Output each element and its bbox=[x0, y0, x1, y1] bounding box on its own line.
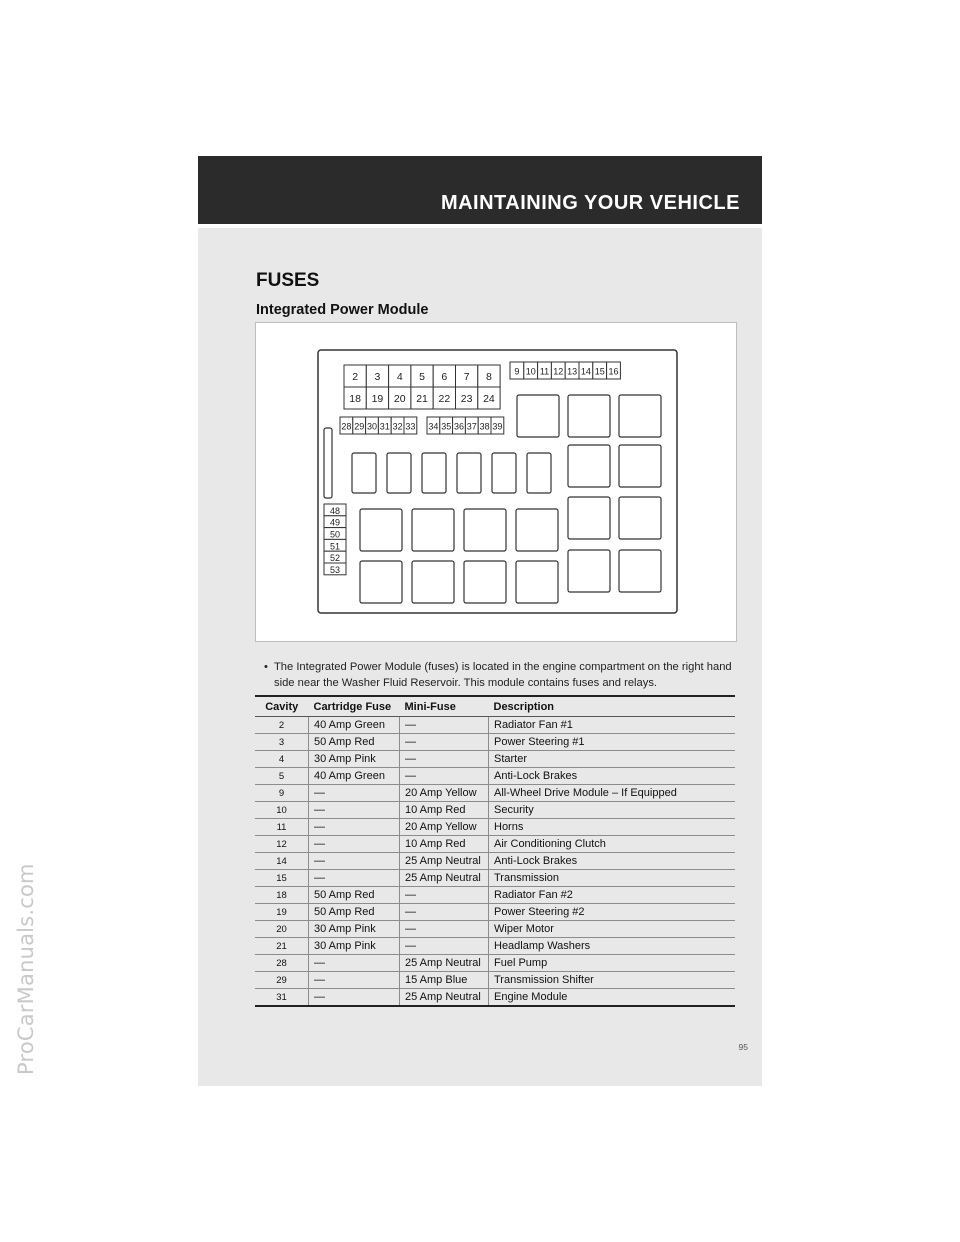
relay-box bbox=[568, 445, 610, 487]
cell-cartridge-fuse: 30 Amp Pink bbox=[309, 921, 400, 938]
table-row bbox=[255, 717, 735, 734]
cell-cavity: 9 bbox=[255, 785, 309, 802]
cell-cartridge-fuse: — bbox=[309, 802, 400, 819]
cell-cartridge-fuse: — bbox=[309, 989, 400, 1007]
table-row bbox=[255, 904, 735, 921]
fuse-cavity-number: 13 bbox=[567, 366, 578, 377]
relay-box bbox=[422, 453, 446, 493]
relay-box bbox=[619, 550, 661, 592]
cell-description: Headlamp Washers bbox=[489, 938, 736, 955]
relay-box bbox=[360, 509, 402, 551]
cell-mini-fuse: 25 Amp Neutral bbox=[400, 870, 489, 887]
relay-box bbox=[516, 561, 558, 603]
cell-description: Security bbox=[489, 802, 736, 819]
table-row bbox=[255, 972, 735, 989]
relay-box bbox=[516, 509, 558, 551]
fuse-cavity-number: 37 bbox=[466, 421, 477, 432]
header-rule bbox=[198, 224, 762, 228]
relay-box bbox=[457, 453, 481, 493]
cell-description: Horns bbox=[489, 819, 736, 836]
fuse-cavity-number: 8 bbox=[486, 371, 492, 383]
table-row bbox=[255, 802, 735, 819]
relay-box bbox=[568, 497, 610, 539]
relay-box bbox=[387, 453, 411, 493]
relay-box bbox=[517, 395, 559, 437]
fuse-table bbox=[255, 695, 735, 1007]
fuse-cavity-number: 23 bbox=[460, 393, 473, 405]
fuse-cavity-number: 12 bbox=[553, 366, 564, 377]
cell-description: Transmission Shifter bbox=[489, 972, 736, 989]
fuse-cavity-number: 32 bbox=[392, 421, 403, 432]
cell-mini-fuse: — bbox=[400, 887, 489, 904]
cell-cartridge-fuse: — bbox=[309, 836, 400, 853]
cell-cavity: 19 bbox=[255, 904, 309, 921]
cell-mini-fuse: — bbox=[400, 938, 489, 955]
header-mini-fuse: Mini-Fuse bbox=[400, 696, 489, 717]
table-header-row bbox=[255, 696, 735, 717]
fuse-cavity-number: 18 bbox=[349, 393, 361, 405]
fuse-cavity-number: 39 bbox=[492, 421, 503, 432]
fuse-cavity-number: 3 bbox=[374, 371, 381, 383]
relay-box bbox=[527, 453, 551, 493]
cell-cartridge-fuse: 30 Amp Pink bbox=[309, 938, 400, 955]
fuse-cavity-number: 28 bbox=[341, 421, 352, 432]
cell-mini-fuse: — bbox=[400, 921, 489, 938]
fuse-cavity-number: 20 bbox=[393, 393, 406, 405]
cell-description: Air Conditioning Clutch bbox=[489, 836, 736, 853]
cell-mini-fuse: 15 Amp Blue bbox=[400, 972, 489, 989]
cell-cartridge-fuse: — bbox=[309, 853, 400, 870]
cell-description: Engine Module bbox=[489, 989, 736, 1007]
fuse-cavity-number: 16 bbox=[608, 366, 619, 377]
vertical-slot bbox=[324, 428, 332, 498]
relay-box bbox=[412, 509, 454, 551]
relay-box bbox=[412, 561, 454, 603]
fuse-cavity-number: 5 bbox=[419, 371, 425, 383]
cell-mini-fuse: 20 Amp Yellow bbox=[400, 785, 489, 802]
section-title: FUSES bbox=[256, 270, 320, 291]
cell-description: Radiator Fan #1 bbox=[489, 717, 736, 734]
fuse-cavity-number: 53 bbox=[329, 564, 341, 575]
table-row bbox=[255, 734, 735, 751]
fuse-cavity-number: 38 bbox=[479, 421, 490, 432]
relay-box bbox=[492, 453, 516, 493]
relay-box bbox=[619, 497, 661, 539]
cell-cartridge-fuse: — bbox=[309, 972, 400, 989]
cell-cavity: 5 bbox=[255, 768, 309, 785]
cell-description: Power Steering #2 bbox=[489, 904, 736, 921]
table-row bbox=[255, 989, 735, 1007]
cell-cavity: 12 bbox=[255, 836, 309, 853]
relay-box bbox=[352, 453, 376, 493]
relay-box bbox=[360, 561, 402, 603]
header-description: Description bbox=[489, 696, 736, 717]
fuse-cavity-number: 4 bbox=[396, 371, 403, 383]
cell-mini-fuse: 10 Amp Red bbox=[400, 802, 489, 819]
fuse-cavity-number: 9 bbox=[514, 366, 520, 377]
cell-cavity: 11 bbox=[255, 819, 309, 836]
location-note-text: The Integrated Power Module (fuses) is located in the engine compartment on the right hand side near the Washer Fluid Reservoir. This module contains fuses and relays. bbox=[273, 661, 732, 689]
cell-cavity: 29 bbox=[255, 972, 309, 989]
watermark-text: ProCarManuals.com bbox=[14, 863, 38, 1075]
cell-description: Fuel Pump bbox=[489, 955, 736, 972]
cell-description: Power Steering #1 bbox=[489, 734, 736, 751]
section-subtitle: Integrated Power Module bbox=[256, 302, 429, 318]
fuse-cavity-number: 50 bbox=[329, 529, 341, 540]
fuse-cavity-number: 15 bbox=[594, 366, 605, 377]
table-row bbox=[255, 751, 735, 768]
fuse-cavity-number: 36 bbox=[453, 421, 465, 432]
cell-mini-fuse: 25 Amp Neutral bbox=[400, 955, 489, 972]
fuse-box-diagram bbox=[256, 323, 736, 641]
relay-box bbox=[568, 550, 610, 592]
fuse-cavity-number: 19 bbox=[371, 393, 384, 405]
table-row bbox=[255, 870, 735, 887]
cell-cartridge-fuse: 50 Amp Red bbox=[309, 734, 400, 751]
fuse-cavity-number: 7 bbox=[463, 371, 470, 383]
table-row bbox=[255, 836, 735, 853]
side-watermark bbox=[0, 0, 38, 1242]
fuse-cavity-number: 10 bbox=[525, 366, 536, 377]
cell-mini-fuse: — bbox=[400, 717, 489, 734]
header-cartridge-fuse: Cartridge Fuse bbox=[309, 696, 400, 717]
cell-mini-fuse: 10 Amp Red bbox=[400, 836, 489, 853]
fuse-cavity-number: 52 bbox=[329, 553, 341, 564]
cell-cavity: 31 bbox=[255, 989, 309, 1007]
cell-cartridge-fuse: — bbox=[309, 955, 400, 972]
fuse-cavity-number: 35 bbox=[441, 421, 452, 432]
cell-mini-fuse: — bbox=[400, 734, 489, 751]
manual-page bbox=[198, 156, 762, 1086]
cell-cavity: 20 bbox=[255, 921, 309, 938]
fuse-cavity-number: 24 bbox=[483, 393, 495, 405]
table-row bbox=[255, 819, 735, 836]
header-band bbox=[198, 156, 762, 224]
cell-cavity: 15 bbox=[255, 870, 309, 887]
relay-box bbox=[619, 395, 661, 437]
relay-box bbox=[619, 445, 661, 487]
cell-mini-fuse: 25 Amp Neutral bbox=[400, 989, 489, 1007]
fuse-cavity-number: 34 bbox=[428, 421, 439, 432]
table-row bbox=[255, 938, 735, 955]
relay-box bbox=[464, 509, 506, 551]
cell-mini-fuse: — bbox=[400, 768, 489, 785]
cell-cavity: 3 bbox=[255, 734, 309, 751]
fuse-cavity-number: 22 bbox=[438, 393, 451, 405]
cell-cartridge-fuse: 50 Amp Red bbox=[309, 887, 400, 904]
table-row bbox=[255, 955, 735, 972]
cell-description: Starter bbox=[489, 751, 736, 768]
cell-description: Anti-Lock Brakes bbox=[489, 768, 736, 785]
cell-cavity: 4 bbox=[255, 751, 309, 768]
fuse-cavity-number: 31 bbox=[379, 421, 390, 432]
cell-cavity: 18 bbox=[255, 887, 309, 904]
cell-cavity: 28 bbox=[255, 955, 309, 972]
fuse-cavity-number: 49 bbox=[329, 517, 341, 528]
cell-description: All-Wheel Drive Module – If Equipped bbox=[489, 785, 736, 802]
fuse-cavity-number: 21 bbox=[416, 393, 428, 405]
fuse-cavity-number: 6 bbox=[441, 371, 448, 383]
table-row bbox=[255, 768, 735, 785]
cell-cartridge-fuse: 30 Amp Pink bbox=[309, 751, 400, 768]
cell-mini-fuse: 20 Amp Yellow bbox=[400, 819, 489, 836]
chapter-title: MAINTAINING YOUR VEHICLE bbox=[440, 192, 740, 214]
page-number: 95 bbox=[738, 1042, 748, 1052]
table-row bbox=[255, 887, 735, 904]
table-row bbox=[255, 853, 735, 870]
relay-box bbox=[464, 561, 506, 603]
fuse-cavity-number: 14 bbox=[580, 366, 591, 377]
cell-cartridge-fuse: 40 Amp Green bbox=[309, 768, 400, 785]
cell-cavity: 14 bbox=[255, 853, 309, 870]
fuse-cavity-number: 48 bbox=[329, 505, 341, 516]
cell-mini-fuse: — bbox=[400, 904, 489, 921]
fuse-cavity-number: 51 bbox=[329, 541, 341, 552]
cell-cartridge-fuse: 40 Amp Green bbox=[309, 717, 400, 734]
cell-cartridge-fuse: 50 Amp Red bbox=[309, 904, 400, 921]
cell-cavity: 2 bbox=[255, 717, 309, 734]
cell-description: Wiper Motor bbox=[489, 921, 736, 938]
cell-mini-fuse: 25 Amp Neutral bbox=[400, 853, 489, 870]
fuse-cavity-number: 11 bbox=[539, 366, 550, 377]
location-note: • The Integrated Power Module (fuses) is located in the engine compartment on the right hand side near the Washer Fluid Reservoir. This module contains fuses and relays. bbox=[264, 661, 732, 689]
fuse-cavity-number: 30 bbox=[366, 421, 378, 432]
table-row bbox=[255, 921, 735, 938]
cell-cartridge-fuse: — bbox=[309, 870, 400, 887]
cell-cartridge-fuse: — bbox=[309, 785, 400, 802]
cell-cartridge-fuse: — bbox=[309, 819, 400, 836]
cell-description: Anti-Lock Brakes bbox=[489, 853, 736, 870]
cell-mini-fuse: — bbox=[400, 751, 489, 768]
fuse-cavity-number: 2 bbox=[352, 371, 359, 383]
fuse-cavity-number: 29 bbox=[354, 421, 365, 432]
cell-description: Radiator Fan #2 bbox=[489, 887, 736, 904]
table-row bbox=[255, 785, 735, 802]
header-cavity: Cavity bbox=[255, 696, 309, 717]
fuse-diagram-frame bbox=[255, 322, 737, 642]
cell-cavity: 21 bbox=[255, 938, 309, 955]
cell-cavity: 10 bbox=[255, 802, 309, 819]
cell-description: Transmission bbox=[489, 870, 736, 887]
fuse-cavity-number: 33 bbox=[405, 421, 416, 432]
relay-box bbox=[568, 395, 610, 437]
